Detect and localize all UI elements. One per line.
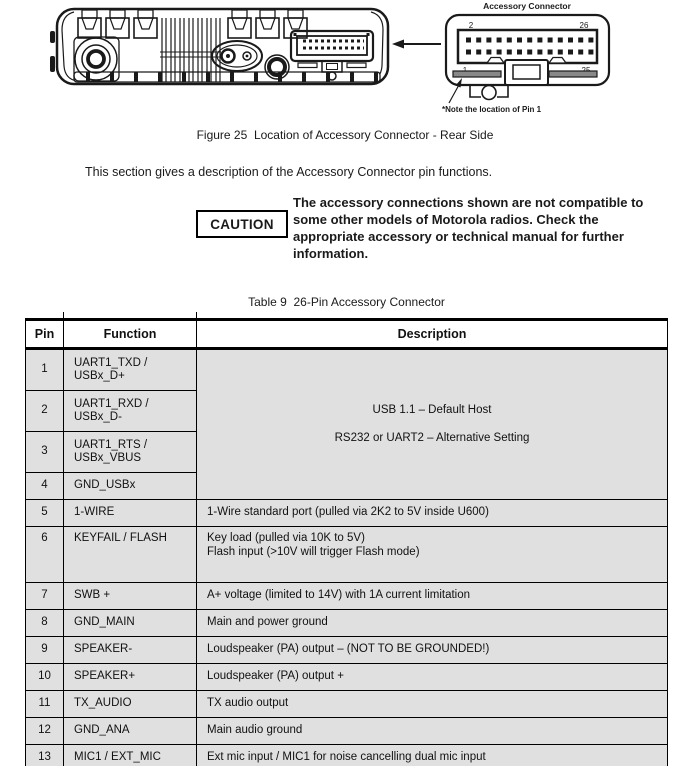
table-row [26, 500, 668, 527]
function-cell: SPEAKER+ [64, 664, 197, 691]
pin-cell: 12 [26, 718, 64, 745]
round-connector [265, 55, 289, 79]
description-cell: TX audio output [197, 691, 668, 718]
pin-cell: 9 [26, 637, 64, 664]
pin-cell: 3 [26, 432, 64, 473]
pin1-note: *Note the location of Pin 1 [442, 105, 542, 114]
pin-cell: 8 [26, 610, 64, 637]
table-row [26, 349, 668, 391]
radio-rear-view [50, 9, 388, 84]
function-cell: SWB + [64, 583, 197, 610]
description-cell: Loudspeaker (PA) output – (NOT TO BE GROUNDED!) [197, 637, 668, 664]
table-header-row [26, 320, 668, 349]
merged-description-cell: USB 1.1 – Default Host RS232 or UART2 – Alternative Setting [197, 349, 668, 500]
table-row [26, 527, 668, 583]
function-cell: GND_ANA [64, 718, 197, 745]
description-cell: Main audio ground [197, 718, 668, 745]
detail-title: Accessory Connector [483, 1, 571, 11]
pin-cell: 4 [26, 473, 64, 500]
intro-text: This section gives a description of the Accessory Connector pin functions. [85, 165, 493, 179]
description-cell: Key load (pulled via 10K to 5V) Flash input (>10V will trigger Flash mode) [197, 527, 668, 583]
table-title: Table 9 26-Pin Accessory Connector [248, 295, 445, 309]
function-cell: KEYFAIL / FLASH [64, 527, 197, 583]
function-cell: GND_MAIN [64, 610, 197, 637]
description-cell: Ext mic input / MIC1 for noise cancelling dual mic input [197, 745, 668, 766]
table-row [26, 745, 668, 766]
description-cell: A+ voltage (limited to 14V) with 1A current limitation [197, 583, 668, 610]
function-cell: UART1_TXD / USBx_D+ [64, 349, 197, 391]
pin-cell: 1 [26, 349, 64, 391]
accessory-connector-pin-table [25, 318, 668, 766]
pin-cell: 10 [26, 664, 64, 691]
pin-cell: 6 [26, 527, 64, 583]
table-row [26, 637, 668, 664]
function-cell: GND_USBx [64, 473, 197, 500]
header-function: Function [64, 320, 197, 349]
pin-cell: 7 [26, 583, 64, 610]
table-row [26, 610, 668, 637]
table-row [26, 583, 668, 610]
caution-box: CAUTION [196, 210, 288, 238]
pin-cell: 13 [26, 745, 64, 766]
description-cell: 1-Wire standard port (pulled via 2K2 to 5V inside U600) [197, 500, 668, 527]
figure-caption: Figure 25 Location of Accessory Connector - Rear Side [196, 128, 494, 142]
pin-cell: 5 [26, 500, 64, 527]
header-pin: Pin [26, 320, 64, 349]
figure-illustration [0, 0, 690, 122]
table-row [26, 691, 668, 718]
function-cell: UART1_RXD / USBx_D- [64, 391, 197, 432]
pin-cell: 2 [26, 391, 64, 432]
function-cell: TX_AUDIO [64, 691, 197, 718]
table-row [26, 718, 668, 745]
table-row [26, 664, 668, 691]
pointer-arrow-icon [392, 40, 441, 49]
accessory-connector-detail [442, 1, 609, 114]
pin-cell: 11 [26, 691, 64, 718]
caution-text: The accessory connections shown are not compatible to some other models of Motorola radios. Check the appropriate accessory or technical manual for further information. [293, 195, 644, 261]
function-cell: MIC1 / EXT_MIC [64, 745, 197, 766]
function-cell: 1-WIRE [64, 500, 197, 527]
pin-26-label: 26 [579, 21, 589, 30]
description-cell: Main and power ground [197, 610, 668, 637]
description-cell: Loudspeaker (PA) output + [197, 664, 668, 691]
function-cell: SPEAKER- [64, 637, 197, 664]
header-description: Description [197, 320, 668, 349]
function-cell: UART1_RTS / USBx_VBUS [64, 432, 197, 473]
pin-2-label: 2 [468, 21, 474, 30]
